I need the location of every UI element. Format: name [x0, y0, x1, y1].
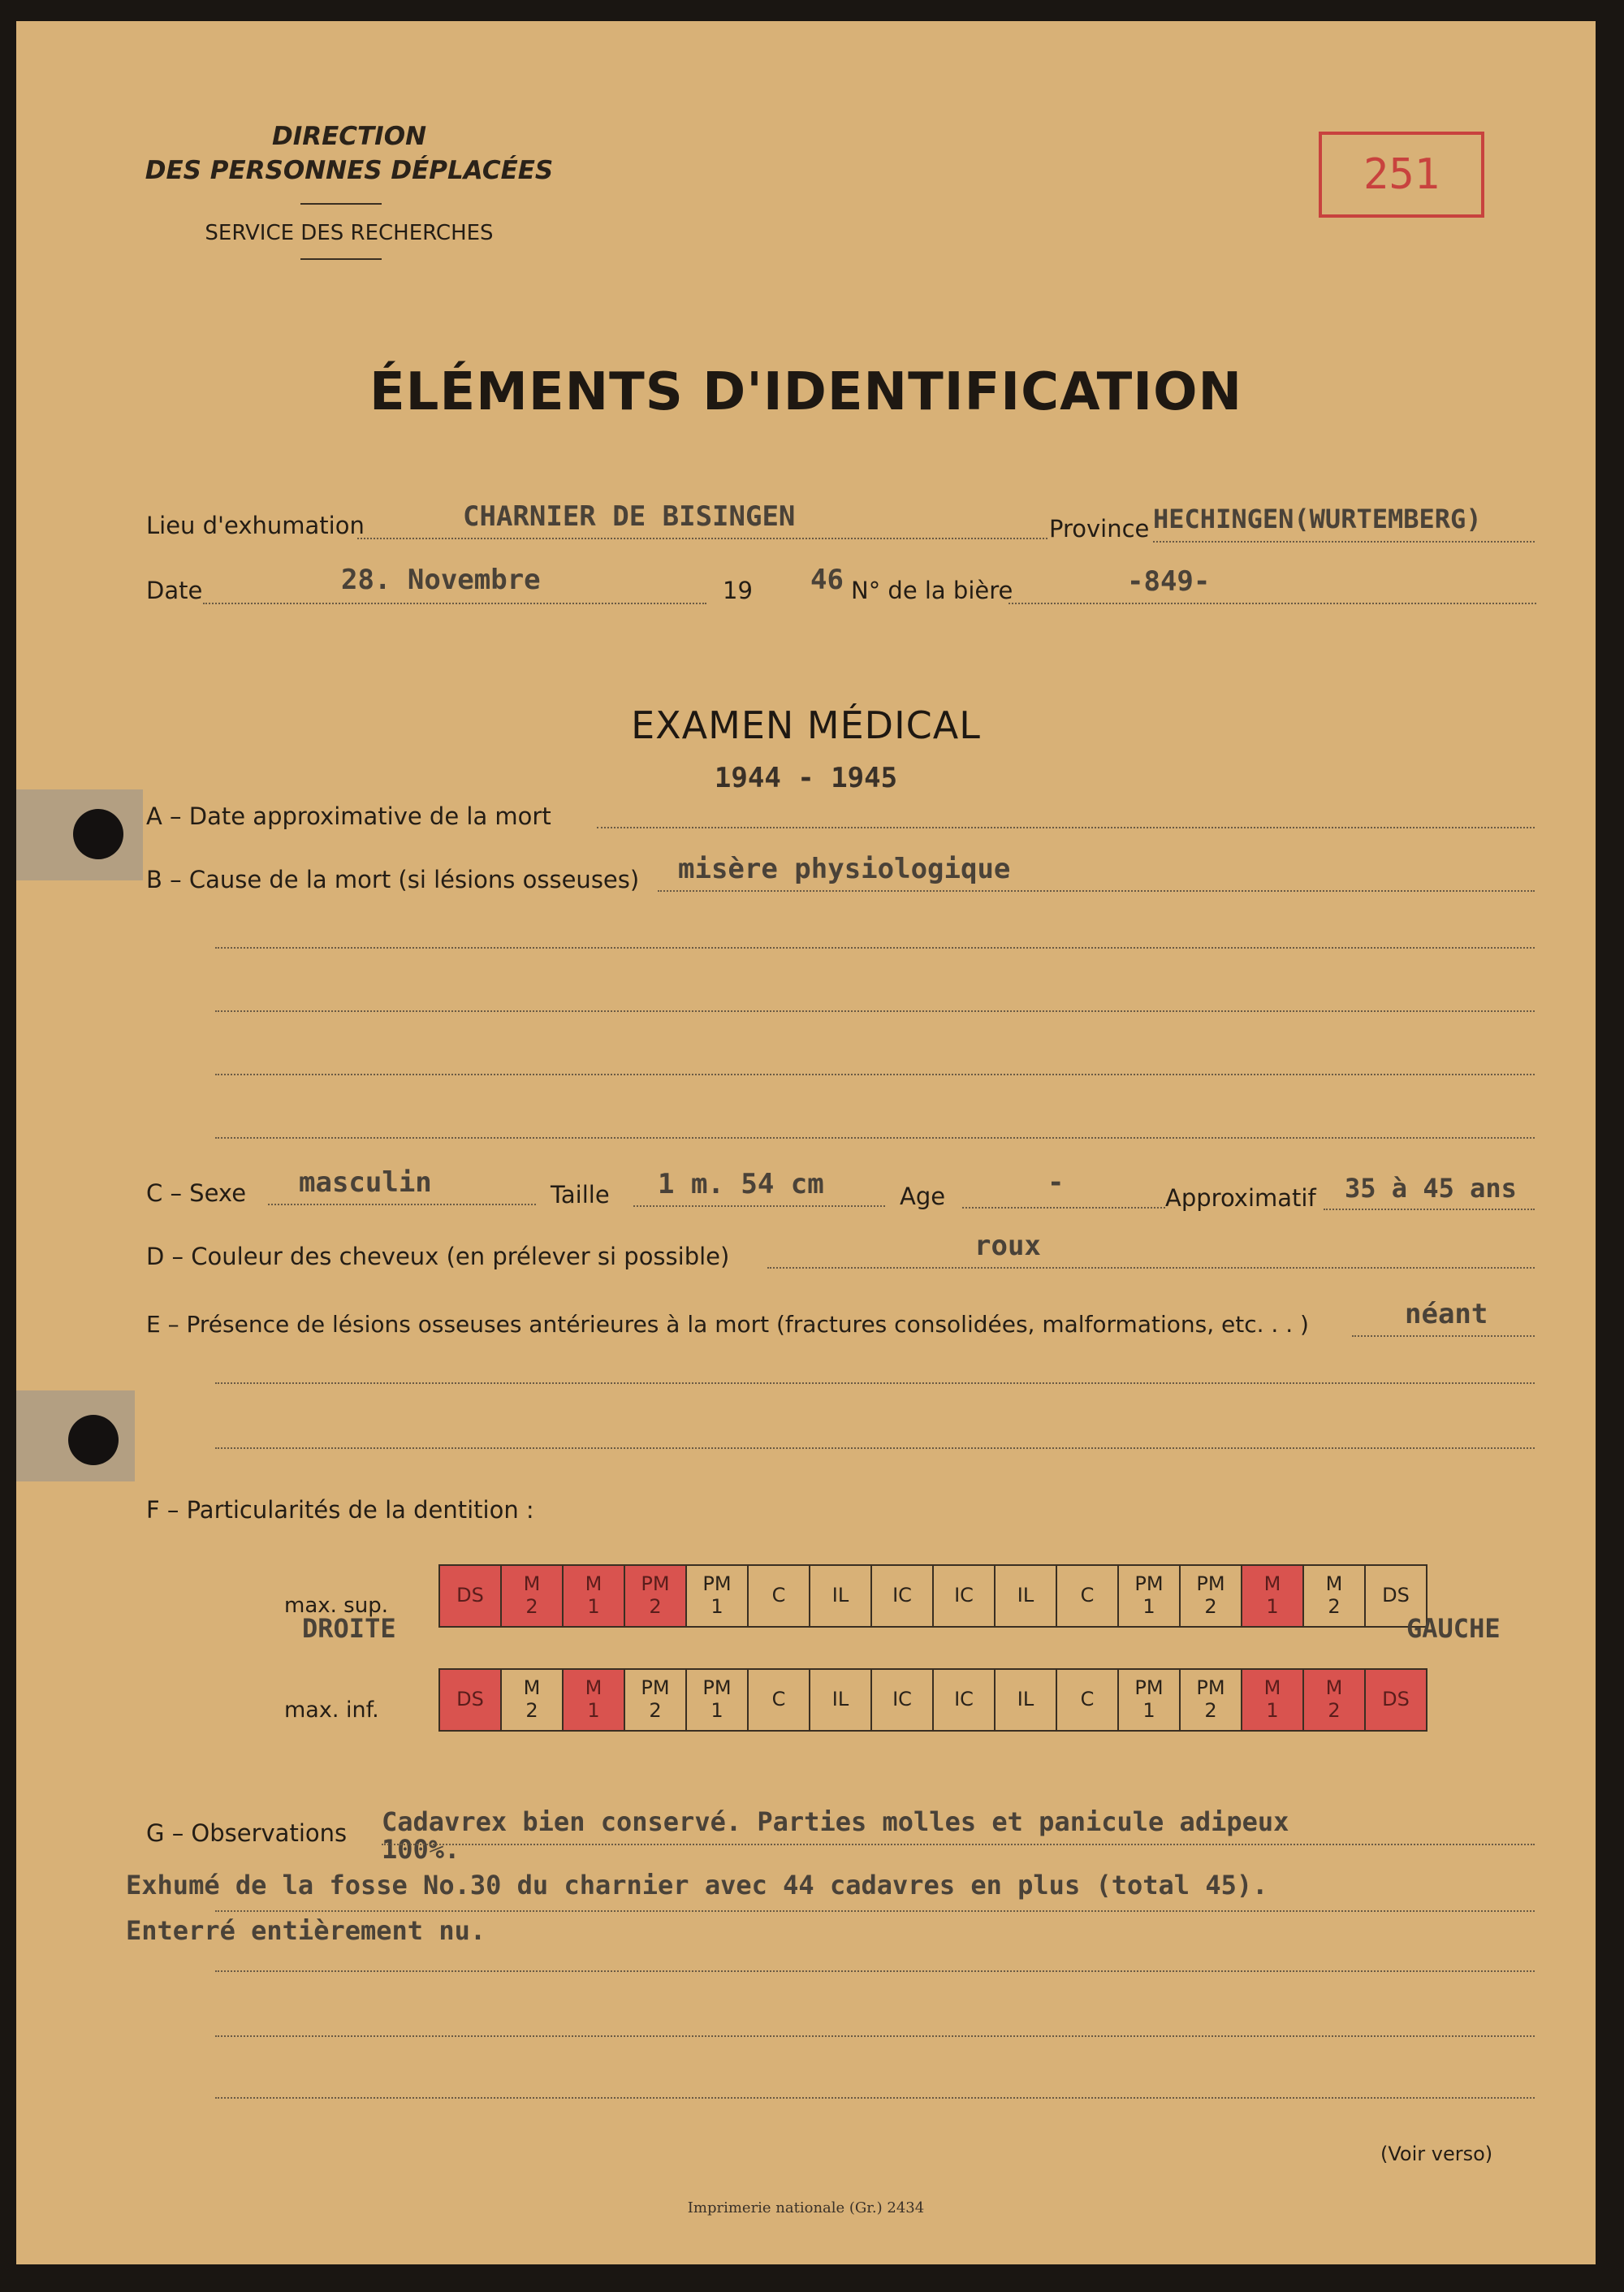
exam-title: EXAMEN MÉDICAL	[631, 703, 981, 747]
tooth-type: PM	[1134, 1676, 1164, 1700]
tooth-upper-7	[872, 1566, 934, 1626]
field-a-label: A – Date approximative de la mort	[146, 802, 551, 830]
approx-dots	[1324, 1209, 1535, 1210]
number-stamp: 251	[1319, 132, 1484, 218]
tooth-number: 1	[1266, 1699, 1279, 1722]
tooth-number: 2	[1204, 1595, 1217, 1618]
punch-hole-top	[73, 809, 123, 859]
tooth-type: PM	[641, 1572, 670, 1596]
field-c-label: C – Sexe	[146, 1179, 247, 1207]
tooth-upper-10	[1057, 1566, 1119, 1626]
date-label: Date	[146, 577, 203, 604]
field-b-dots-3	[215, 1010, 1535, 1012]
tooth-upper-1	[502, 1566, 564, 1626]
tooth-type: PM	[1134, 1572, 1164, 1596]
tooth-type: IC	[954, 1688, 974, 1711]
tooth-type: DS	[1382, 1688, 1410, 1711]
tooth-type: IL	[831, 1688, 849, 1711]
tooth-number: 1	[587, 1595, 600, 1618]
field-b-label: B – Cause de la mort (si lésions osseuses)	[146, 866, 640, 893]
tooth-number: 1	[710, 1699, 723, 1722]
tooth-lower-13	[1242, 1670, 1304, 1730]
lieu-label: Lieu d'exhumation	[146, 512, 365, 539]
biere-value: -849-	[1127, 565, 1211, 598]
tooth-number: 1	[1266, 1595, 1279, 1618]
date-dots	[203, 603, 706, 604]
tooth-lower-2	[564, 1670, 625, 1730]
tooth-type: C	[771, 1584, 786, 1607]
field-d-value: roux	[974, 1230, 1041, 1262]
tooth-lower-15	[1366, 1670, 1426, 1730]
sexe-dots	[268, 1204, 536, 1205]
age-value: -	[1047, 1166, 1065, 1199]
field-e-value: néant	[1405, 1298, 1488, 1330]
exam-period: 1944 - 1945	[714, 762, 898, 794]
tooth-type: IC	[892, 1584, 912, 1607]
header-direction: DIRECTION	[271, 122, 427, 151]
tooth-number: 1	[1142, 1595, 1155, 1618]
field-g-dots-2	[215, 1910, 1535, 1912]
gauche-label: GAUCHE	[1406, 1613, 1501, 1644]
tooth-type: M	[585, 1676, 603, 1700]
tooth-number: 2	[1328, 1595, 1341, 1618]
field-b-dots-4	[215, 1074, 1535, 1075]
tooth-lower-1	[502, 1670, 564, 1730]
tooth-upper-5	[749, 1566, 810, 1626]
field-e-dots-3	[215, 1447, 1535, 1449]
tooth-type: C	[1080, 1584, 1095, 1607]
tooth-upper-3	[625, 1566, 687, 1626]
tooth-upper-4	[687, 1566, 749, 1626]
taille-value: 1 m. 54 cm	[658, 1168, 824, 1200]
tooth-type: DS	[456, 1688, 484, 1711]
tooth-number: 1	[587, 1699, 600, 1722]
tooth-number: 1	[1142, 1699, 1155, 1722]
tooth-lower-11	[1119, 1670, 1181, 1730]
tooth-lower-9	[996, 1670, 1057, 1730]
tooth-type: DS	[1382, 1584, 1410, 1607]
tooth-upper-11	[1119, 1566, 1181, 1626]
lieu-dots	[357, 538, 1047, 539]
tooth-type: PM	[702, 1572, 732, 1596]
field-g-dots-5	[215, 2097, 1535, 2099]
tooth-type: C	[771, 1688, 786, 1711]
upper-teeth-row	[438, 1564, 1427, 1628]
field-b-dots-5	[215, 1137, 1535, 1139]
age-dots	[962, 1207, 1165, 1209]
header-service: SERVICE DES RECHERCHES	[205, 221, 494, 245]
observation-line-1b: 100%.	[382, 1834, 460, 1865]
max-inf-label: max. inf.	[284, 1697, 379, 1723]
tooth-lower-14	[1304, 1670, 1366, 1730]
punch-hole-bottom	[68, 1415, 119, 1465]
tooth-upper-6	[810, 1566, 872, 1626]
tooth-lower-12	[1181, 1670, 1242, 1730]
lower-teeth-row	[438, 1668, 1427, 1732]
province-label: Province	[1049, 515, 1150, 543]
field-a-dots	[597, 827, 1535, 828]
field-b-dots	[658, 890, 1535, 892]
tooth-type: PM	[641, 1676, 670, 1700]
taille-dots	[633, 1205, 885, 1207]
field-f-label: F – Particularités de la dentition :	[146, 1496, 534, 1524]
imprimerie-note: Imprimerie nationale (Gr.) 2434	[687, 2199, 925, 2216]
observation-line-2: Exhumé de la fosse No.30 du charnier avec 44 cadavres en plus (total 45).	[126, 1870, 1268, 1901]
tooth-upper-12	[1181, 1566, 1242, 1626]
tooth-type: M	[1263, 1572, 1281, 1596]
tooth-type: M	[585, 1572, 603, 1596]
year-prefix: 19	[723, 577, 753, 604]
lieu-value: CHARNIER DE BISINGEN	[463, 500, 796, 533]
tooth-lower-4	[687, 1670, 749, 1730]
field-e-label: E – Présence de lésions osseuses antérieures à la mort (fractures consolidées, malformations, etc. . . )	[146, 1311, 1309, 1338]
province-value: HECHINGEN(WURTEMBERG)	[1153, 504, 1482, 534]
tooth-number: 2	[1328, 1699, 1341, 1722]
tooth-upper-13	[1242, 1566, 1304, 1626]
observation-line-1: Cadavrex bien conservé. Parties molles et panicule adipeux	[382, 1806, 1289, 1837]
header-rule	[300, 203, 382, 205]
header-rule-2	[300, 258, 382, 260]
approx-value: 35 à 45 ans	[1345, 1173, 1517, 1204]
field-g-dots	[382, 1844, 1535, 1845]
tooth-type: IL	[1017, 1688, 1034, 1711]
field-e-dots	[1352, 1335, 1535, 1337]
tooth-type: M	[1325, 1676, 1343, 1700]
tooth-number: 2	[649, 1699, 662, 1722]
tooth-type: M	[1263, 1676, 1281, 1700]
approx-label: Approximatif	[1165, 1184, 1316, 1212]
field-g-label: G – Observations	[146, 1819, 348, 1847]
form-sheet	[16, 21, 1596, 2264]
field-d-dots	[767, 1267, 1535, 1269]
tooth-type: IL	[1017, 1584, 1034, 1607]
tooth-type: IL	[831, 1584, 849, 1607]
tooth-type: IC	[954, 1584, 974, 1607]
age-label: Age	[900, 1183, 946, 1210]
sexe-value: masculin	[299, 1166, 432, 1199]
field-d-label: D – Couleur des cheveux (en prélever si possible)	[146, 1243, 730, 1270]
tooth-number: 2	[525, 1699, 538, 1722]
tooth-lower-3	[625, 1670, 687, 1730]
tooth-type: M	[523, 1676, 541, 1700]
tooth-type: M	[523, 1572, 541, 1596]
tooth-upper-2	[564, 1566, 625, 1626]
taille-label: Taille	[551, 1181, 610, 1209]
field-e-dots-2	[215, 1382, 1535, 1384]
tooth-number: 2	[1204, 1699, 1217, 1722]
tooth-type: IC	[892, 1688, 912, 1711]
tooth-lower-8	[934, 1670, 996, 1730]
tooth-number: 2	[525, 1595, 538, 1618]
tooth-type: PM	[1196, 1572, 1225, 1596]
tooth-lower-6	[810, 1670, 872, 1730]
tooth-type: M	[1325, 1572, 1343, 1596]
biere-label: N° de la bière	[851, 577, 1013, 604]
biere-dots	[1009, 603, 1536, 604]
tooth-lower-5	[749, 1670, 810, 1730]
tooth-upper-9	[996, 1566, 1057, 1626]
tooth-number: 2	[649, 1595, 662, 1618]
province-dots	[1153, 541, 1535, 543]
tooth-upper-8	[934, 1566, 996, 1626]
header-personnes-deplacees: DES PERSONNES DÉPLACÉES	[145, 156, 554, 185]
observation-line-3: Enterré entièrement nu.	[126, 1915, 486, 1946]
tooth-lower-10	[1057, 1670, 1119, 1730]
droite-label: DROITE	[302, 1613, 396, 1644]
field-g-dots-3	[215, 1970, 1535, 1972]
voir-verso: (Voir verso)	[1380, 2143, 1493, 2165]
page-title: ÉLÉMENTS D'IDENTIFICATION	[369, 362, 1243, 422]
tooth-type: DS	[456, 1584, 484, 1607]
tooth-lower-7	[872, 1670, 934, 1730]
field-b-value: misère physiologique	[678, 853, 1011, 885]
year-value: 46	[810, 564, 844, 596]
tooth-upper-0	[440, 1566, 502, 1626]
tooth-type: PM	[1196, 1676, 1225, 1700]
tooth-type: C	[1080, 1688, 1095, 1711]
tooth-lower-0	[440, 1670, 502, 1730]
tooth-type: PM	[702, 1676, 732, 1700]
date-value: 28. Novembre	[341, 564, 541, 596]
field-b-dots-2	[215, 947, 1535, 949]
field-g-dots-4	[215, 2035, 1535, 2037]
tooth-upper-14	[1304, 1566, 1366, 1626]
tooth-number: 1	[710, 1595, 723, 1618]
max-sup-label: max. sup.	[284, 1594, 388, 1618]
